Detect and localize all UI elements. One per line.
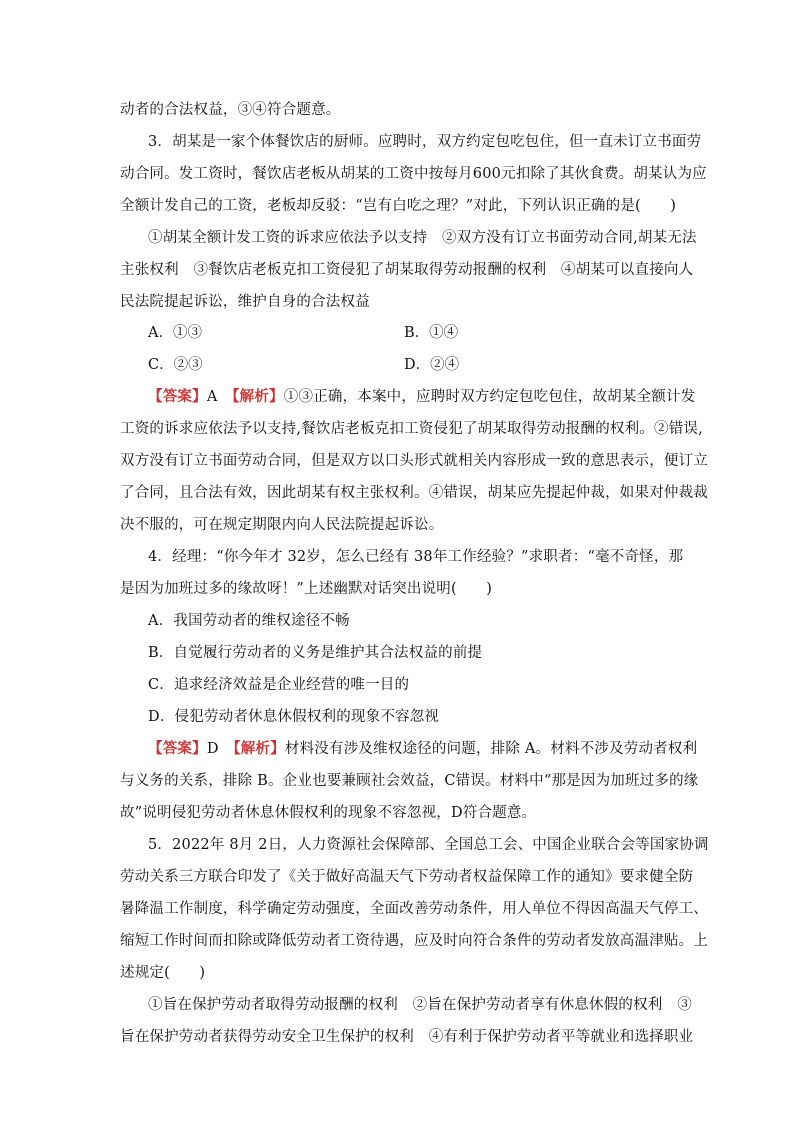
q3-analysis-line-2: 工资的诉求应依法予以支持,餐饮店老板克扣工资侵犯了胡某取得劳动报酬的权利。②错误, — [120, 421, 703, 437]
question-5-statements-1: ①旨在保护劳动者取得劳动报酬的权利 ②旨在保护劳动者享有休息休假的权利 ③ — [148, 997, 692, 1013]
question-4-line-2: 是因为加班过多的缘故呀！”上述幽默对话突出说明( ) — [120, 581, 493, 597]
q4-analysis-line-3: 故”说明侵犯劳动者休息休假权利的现象不容忽视，D符合题意。 — [120, 805, 537, 821]
question-5-line-2: 劳动关系三方联合印发了《关于做好高温天气下劳动者权益保障工作的通知》要求健全防 — [120, 869, 694, 885]
answer-tag: 【答案】 — [148, 388, 207, 405]
q4-analysis-line-2: 与义务的关系，排除 B。企业也要兼顾社会效益，C错误。材料中“那是因为加班过多的缘 — [120, 773, 699, 789]
q4-option-d: D．侵犯劳动者休息休假权利的现象不容忽视 — [148, 709, 440, 725]
q4-option-a: A．我国劳动者的维权途径不畅 — [148, 613, 350, 629]
answer-value: D — [206, 741, 219, 757]
q3-analysis-line-3: 双方没有订立书面劳动合同，但是双方以口头形式就相关内容形成一致的意思表示，便订立 — [120, 453, 708, 469]
analysis-text: 材料没有涉及维权途径的问题，排除 A。材料不涉及劳动者权利 — [284, 741, 698, 757]
answer-tag: 【答案】 — [148, 740, 207, 757]
question-3-statements-2: 主张权利 ③餐饮店老板克扣工资侵犯了胡某取得劳动报酬的权利 ④胡某可以直接向人 — [120, 262, 694, 278]
q3-analysis-line-5: 决不服的，可在规定期限内向人民法院提起诉讼。 — [120, 517, 444, 533]
question-5-line-1: 5．2022年 8月 2日，人力资源社会保障部、全国总工会、中国企业联合会等国家协调 — [148, 837, 709, 853]
question-4-line-1: 4．经理：“你今年才 32岁，怎么已经有 38年工作经验？”求职者：“毫不奇怪，那 — [148, 549, 684, 565]
q3-option-c: C．②③ — [148, 357, 203, 373]
question-3-statements-1: ①胡某全额计发工资的诉求应依法予以支持 ②双方没有订立书面劳动合同,胡某无法 — [148, 230, 697, 246]
question-3-line-3: 全额计发自己的工资，老板却反驳：“岂有白吃之理？”对此，下列认识正确的是( ) — [120, 198, 677, 214]
q3-answer-line — [148, 387, 695, 407]
analysis-tag: 【解析】 — [232, 388, 284, 405]
question-3-statements-3: 民法院提起诉讼，维护自身的合法权益 — [120, 294, 370, 310]
q3-analysis-line-4: 了合同，且合法有效，因此胡某有权主张权利。④错误，胡某应先提起仲裁，如果对仲裁裁 — [120, 485, 708, 501]
text-line: 动者的合法权益，③④符合题意。 — [120, 102, 341, 118]
q3-option-b: B．①④ — [404, 325, 459, 341]
question-5-line-3: 暑降温工作制度，科学确定劳动强度，全面改善劳动条件，用人单位不得因高温天气停工、 — [120, 901, 708, 917]
question-3-line-1: 3．胡某是一家个体餐饮店的厨师。应聘时，双方约定包吃包住，但一直未订立书面劳 — [148, 134, 702, 150]
question-5-line-4: 缩短工作时间而扣除或降低劳动者工资待遇，应及时向符合条件的劳动者发放高温津贴。上 — [120, 933, 708, 949]
q3-option-d: D．②④ — [404, 357, 460, 373]
question-5-line-5: 述规定( ) — [120, 965, 206, 981]
question-3-line-2: 动合同。发工资时，餐饮店老板从胡某的工资中按每月600元扣除了其伙食费。胡某认为应 — [120, 166, 707, 182]
q4-option-b: B．自觉履行劳动者的义务是维护其合法权益的前提 — [148, 645, 483, 661]
q3-option-a: A．①③ — [148, 325, 202, 341]
question-5-statements-2: 旨在保护劳动者获得劳动安全卫生保护的权利 ④有利于保护劳动者平等就业和选择职业 — [120, 1029, 694, 1045]
answer-value: A — [206, 389, 218, 405]
q4-answer-line — [148, 739, 697, 759]
analysis-text: ①③正确，本案中，应聘时双方约定包吃包住，故胡某全额计发 — [283, 389, 696, 405]
analysis-tag: 【解析】 — [233, 740, 285, 757]
q4-option-c: C．追求经济效益是企业经营的唯一目的 — [148, 677, 410, 693]
